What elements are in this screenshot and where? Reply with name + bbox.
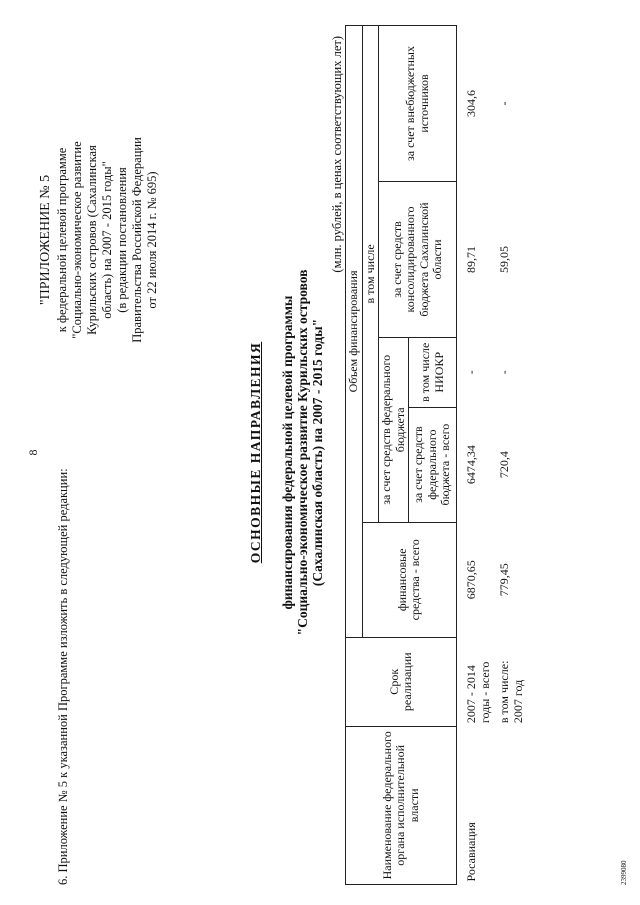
page-number: 8 (26, 449, 40, 456)
appendix-header (38, 40, 160, 440)
cell-federal-total: 6474,34 (464, 445, 478, 485)
header-agency: Наименование федерального органа исполнительной власти (346, 726, 457, 884)
cell-period: в том числе: 2007 год (497, 660, 525, 724)
cell-extrabudgetary: - (497, 101, 511, 106)
header-period: Срок реализации (346, 637, 457, 726)
header-federal-group: за счет средств федерального бюджета (379, 337, 409, 522)
table-row (498, 26, 532, 885)
appendix-line: "Социально-экономическое развитие (70, 141, 84, 339)
title-subline: финансирования федеральной целевой программы (280, 295, 295, 610)
document-code: 2399080 (620, 860, 628, 885)
appendix-line: от 22 июля 2014 г. № 695) (145, 171, 159, 309)
cell-federal-niokr: - (497, 370, 511, 375)
appendix-line: область) на 2007 - 2015 годы" (100, 161, 114, 319)
units-note: (млн. рублей, в ценах соответствующих лет) (330, 36, 344, 273)
document-title (248, 0, 325, 905)
cell-period: 2007 - 2014 годы - всего (464, 661, 492, 724)
cell-regional: 89,71 (464, 245, 478, 273)
appendix-line: "ПРИЛОЖЕНИЕ № 5 (38, 174, 53, 306)
appendix-line: Курильских островов (Сахалинская (85, 145, 99, 335)
cell-agency (498, 726, 532, 884)
appendix-line: к федеральной целевой программе (55, 147, 69, 333)
intro-text: 6. Приложение № 5 к указанной Программе изложить в следующей редакции: (56, 468, 70, 885)
title-subline: "Социально-экономическое развитие Курильских островов (295, 269, 310, 636)
cell-total: 779,45 (497, 563, 511, 597)
title-main: ОСНОВНЫЕ НАПРАВЛЕНИЯ (248, 341, 263, 564)
appendix-line: (в редакции постановления (115, 167, 129, 313)
appendix-line: Правительства Российской Федерации (130, 137, 144, 343)
header-federal-total: за счет средств федерального бюджета - всего (409, 407, 457, 522)
cell-regional: 59,05 (497, 245, 511, 273)
header-regional: за счет средств консолидированного бюджета Сахалинской области (379, 182, 457, 338)
cell-federal-niokr: - (464, 370, 478, 375)
financing-table (345, 25, 532, 885)
title-subline: (Сахалинская область) на 2007 - 2015 годы" (310, 318, 325, 587)
header-including: в том числе (362, 26, 379, 523)
header-extrabudgetary: за счет внебюджетных источников (379, 26, 457, 182)
table-row (457, 26, 499, 885)
cell-federal-total: 720,4 (497, 451, 511, 479)
header-total: финансовые средства - всего (362, 522, 457, 637)
header-funding-volume: Объем финансирования (346, 26, 363, 638)
cell-extrabudgetary: 304,6 (464, 90, 478, 117)
cell-agency: Росавиация (464, 822, 478, 882)
header-federal-niokr: в том числе НИОКР (409, 337, 457, 407)
cell-total: 6870,65 (464, 560, 478, 600)
